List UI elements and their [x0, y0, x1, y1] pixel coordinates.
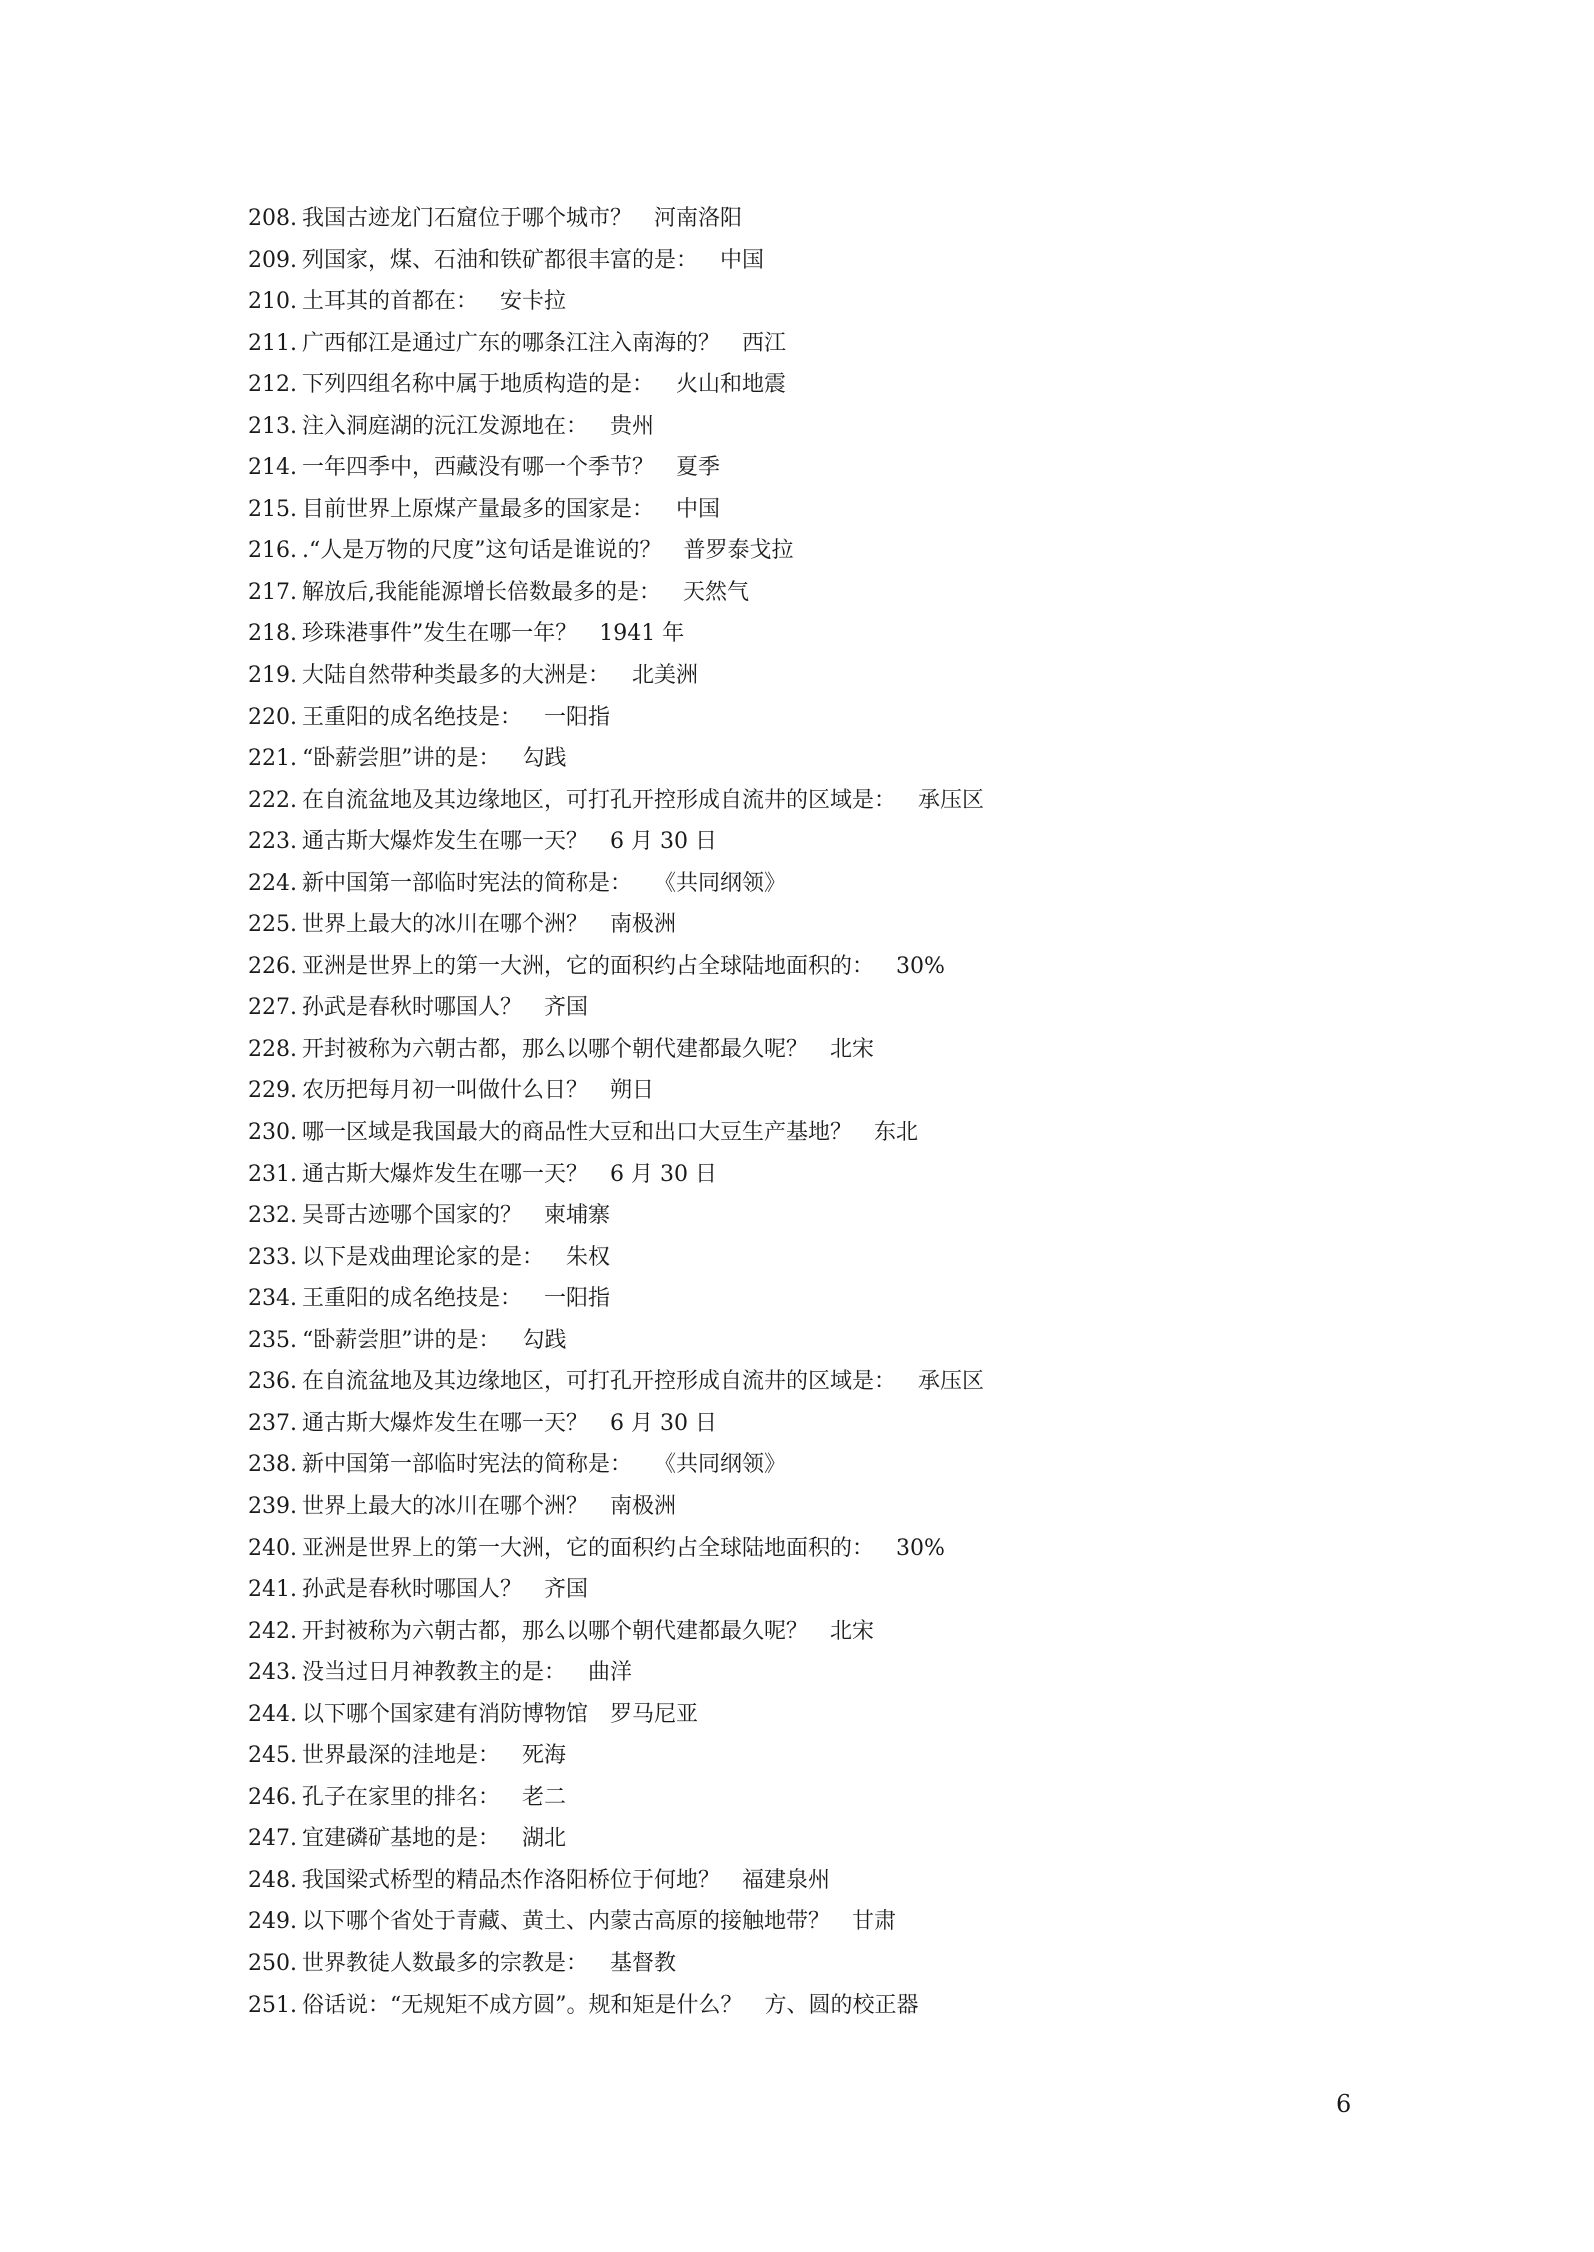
question-number: 216.: [248, 538, 297, 564]
answer-text: 安卡拉: [500, 289, 567, 315]
question-number: 217.: [248, 579, 297, 605]
answer-text: 方、圆的校正器: [764, 1992, 919, 2018]
answer-text: 《共同纲领》: [654, 870, 787, 896]
answer-text: 西江: [742, 330, 787, 356]
question-text: 哪一区域是我国最大的商品性大豆和出口大豆生产基地？: [302, 1120, 853, 1146]
question-number: 232.: [248, 1203, 297, 1229]
question-number: 218.: [248, 621, 297, 647]
question-item: [248, 744, 1448, 786]
answer-text: 北宋: [830, 1618, 875, 1644]
question-text: 珍珠港事件”发生在哪一年？: [302, 621, 578, 647]
answer-text: 东北: [874, 1120, 919, 1146]
question-text: 下列四组名称中属于地质构造的是：: [302, 372, 655, 398]
question-item: [248, 536, 1448, 578]
question-item: [248, 993, 1448, 1035]
answer-text: 南极洲: [610, 1493, 677, 1519]
question-item: [248, 1824, 1448, 1866]
question-text: 我国梁式桥型的精品杰作洛阳桥位于何地？: [302, 1867, 721, 1893]
answer-text: 夏季: [676, 455, 721, 481]
question-item: [248, 370, 1448, 412]
question-number: 224.: [248, 870, 297, 896]
answer-text: 承压区: [918, 1369, 985, 1395]
question-number: 249.: [248, 1909, 297, 1935]
question-number: 244.: [248, 1701, 297, 1727]
question-item: [248, 287, 1448, 329]
question-number: 231.: [248, 1161, 297, 1187]
question-item: [248, 1409, 1448, 1451]
question-text: “卧薪尝胆”讲的是：: [302, 1327, 501, 1353]
question-item: [248, 495, 1448, 537]
answer-text: 一阳指: [544, 704, 611, 730]
question-text: 王重阳的成名绝技是：: [302, 704, 523, 730]
question-item: [248, 1658, 1448, 1700]
answer-text: 30%: [896, 1535, 945, 1561]
question-number: 226.: [248, 953, 297, 979]
page-number: 6: [1336, 2090, 1352, 2118]
answer-text: 勾践: [522, 746, 567, 772]
question-number: 210.: [248, 289, 297, 315]
answer-text: 河南洛阳: [654, 206, 743, 231]
question-item: [248, 1534, 1448, 1576]
question-text: 注入洞庭湖的沅江发源地在：: [302, 413, 589, 439]
question-number: 238.: [248, 1452, 297, 1478]
question-text: 没当过日月神教教主的是：: [302, 1660, 567, 1686]
question-item: [248, 1949, 1448, 1991]
question-item: [248, 453, 1448, 495]
question-text: 亚洲是世界上的第一大洲，它的面积约占全球陆地面积的：: [302, 953, 875, 979]
question-text: 世界最深的洼地是：: [302, 1743, 501, 1769]
answer-text: 齐国: [544, 995, 589, 1021]
question-text: 在自流盆地及其边缘地区，可打孔开控形成自流井的区域是：: [302, 1369, 897, 1395]
question-item: [248, 1326, 1448, 1368]
question-item: [248, 703, 1448, 745]
question-item: [248, 1866, 1448, 1908]
answer-text: 普罗泰戈拉: [683, 538, 794, 564]
question-number: 208.: [248, 206, 297, 231]
question-item: [248, 1575, 1448, 1617]
question-number: 251.: [248, 1992, 297, 2018]
question-text: 以下哪个国家建有消防博物馆: [302, 1701, 589, 1727]
question-text: 广西郁江是通过广东的哪条江注入南海的？: [302, 330, 721, 356]
question-number: 242.: [248, 1618, 297, 1644]
question-item: [248, 661, 1448, 703]
question-item: [248, 1783, 1448, 1825]
question-text: 大陆自然带种类最多的大洲是：: [302, 663, 611, 689]
question-number: 240.: [248, 1535, 297, 1561]
question-item: [248, 869, 1448, 911]
question-text: 农历把每月初一叫做什么日？: [302, 1078, 589, 1104]
question-item: [248, 952, 1448, 994]
answer-text: 老二: [522, 1784, 567, 1810]
answer-text: 一阳指: [544, 1286, 611, 1312]
question-item: [248, 1907, 1448, 1949]
answer-text: 贵州: [610, 413, 655, 439]
question-item: [248, 1492, 1448, 1534]
question-text: 吴哥古迹哪个国家的？: [302, 1203, 523, 1229]
answer-text: 齐国: [544, 1577, 589, 1603]
question-item: [248, 619, 1448, 661]
answer-text: 中国: [720, 247, 765, 273]
answer-text: 中国: [676, 496, 721, 522]
question-text: 以下是戏曲理论家的是：: [302, 1244, 545, 1270]
answer-text: 甘肃: [852, 1909, 897, 1935]
question-number: 213.: [248, 413, 297, 439]
question-text: 世界上最大的冰川在哪个洲？: [302, 912, 589, 938]
question-text: 宜建磷矿基地的是：: [302, 1826, 501, 1852]
question-text: 俗话说：“无规矩不成方圆”。规和矩是什么？: [302, 1992, 743, 2018]
question-item: [248, 412, 1448, 454]
question-item: [248, 1160, 1448, 1202]
question-number: 209.: [248, 247, 297, 273]
question-item: [248, 1450, 1448, 1492]
question-text: .“人是万物的尺度”这句话是谁说的？: [302, 538, 662, 564]
question-number: 215.: [248, 496, 297, 522]
question-number: 236.: [248, 1369, 297, 1395]
question-text: 以下哪个省处于青藏、黄土、内蒙古高原的接触地带？: [302, 1909, 831, 1935]
question-text: “卧薪尝胆”讲的是：: [302, 746, 501, 772]
question-text: 新中国第一部临时宪法的简称是：: [302, 870, 633, 896]
answer-text: 承压区: [918, 787, 985, 813]
question-text: 孙武是春秋时哪国人？: [302, 1577, 523, 1603]
answer-text: 福建泉州: [742, 1867, 831, 1893]
question-item: [248, 1367, 1448, 1409]
question-number: 234.: [248, 1286, 297, 1312]
question-number: 235.: [248, 1327, 297, 1353]
question-number: 245.: [248, 1743, 297, 1769]
question-number: 222.: [248, 787, 297, 813]
answer-text: 30%: [896, 953, 945, 979]
answer-text: 基督教: [610, 1950, 677, 1976]
question-number: 239.: [248, 1493, 297, 1519]
answer-text: 1941 年: [599, 621, 685, 647]
question-text: 在自流盆地及其边缘地区，可打孔开控形成自流井的区域是：: [302, 787, 897, 813]
question-number: 246.: [248, 1784, 297, 1810]
question-text: 孔子在家里的排名：: [302, 1784, 501, 1810]
answer-text: 6 月 30 日: [610, 1161, 717, 1187]
question-item: [248, 1076, 1448, 1118]
question-number: 214.: [248, 455, 297, 481]
question-number: 233.: [248, 1244, 297, 1270]
question-item: [248, 1741, 1448, 1783]
question-number: 247.: [248, 1826, 297, 1852]
answer-text: 北宋: [830, 1036, 875, 1062]
question-text: 世界上最大的冰川在哪个洲？: [302, 1493, 589, 1519]
question-text: 世界教徒人数最多的宗教是：: [302, 1950, 589, 1976]
answer-text: 勾践: [522, 1327, 567, 1353]
question-item: [248, 786, 1448, 828]
question-text: 新中国第一部临时宪法的简称是：: [302, 1452, 633, 1478]
question-item: [248, 204, 1448, 246]
question-item: [248, 1617, 1448, 1659]
answer-text: 火山和地震: [676, 372, 787, 398]
question-number: 211.: [248, 330, 297, 356]
question-number: 212.: [248, 372, 297, 398]
question-number: 220.: [248, 704, 297, 730]
question-item: [248, 329, 1448, 371]
answer-text: 柬埔寨: [544, 1203, 611, 1229]
question-number: 228.: [248, 1036, 297, 1062]
question-text: 土耳其的首都在：: [302, 289, 479, 315]
question-text: 目前世界上原煤产量最多的国家是：: [302, 496, 655, 522]
question-text: 一年四季中，西藏没有哪一个季节？: [302, 455, 655, 481]
question-item: [248, 1035, 1448, 1077]
question-text: 王重阳的成名绝技是：: [302, 1286, 523, 1312]
question-item: [248, 1201, 1448, 1243]
question-text: 亚洲是世界上的第一大洲，它的面积约占全球陆地面积的：: [302, 1535, 875, 1561]
question-number: 230.: [248, 1120, 297, 1146]
question-item: [248, 1243, 1448, 1285]
question-item: [248, 1991, 1448, 2033]
question-number: 227.: [248, 995, 297, 1021]
question-text: 解放后,我能能源增长倍数最多的是：: [302, 579, 661, 605]
question-number: 248.: [248, 1867, 297, 1893]
answer-text: 朱权: [566, 1244, 611, 1270]
question-number: 241.: [248, 1577, 297, 1603]
answer-text: 《共同纲领》: [654, 1452, 787, 1478]
answer-text: 北美洲: [632, 663, 699, 689]
answer-text: 6 月 30 日: [610, 1410, 717, 1436]
question-text: 通古斯大爆炸发生在哪一天？: [302, 1161, 589, 1187]
question-number: 237.: [248, 1410, 297, 1436]
question-text: 列国家，煤、石油和铁矿都很丰富的是：: [302, 247, 699, 273]
answer-text: 6 月 30 日: [610, 829, 717, 855]
answer-text: 湖北: [522, 1826, 567, 1852]
question-text: 孙武是春秋时哪国人？: [302, 995, 523, 1021]
question-number: 225.: [248, 912, 297, 938]
question-item: [248, 910, 1448, 952]
answer-text: 南极洲: [610, 912, 677, 938]
question-number: 223.: [248, 829, 297, 855]
answer-text: 罗马尼亚: [610, 1701, 699, 1727]
question-item: [248, 827, 1448, 869]
question-text: 开封被称为六朝古都，那么以哪个朝代建都最久呢？: [302, 1618, 809, 1644]
answer-text: 朔日: [610, 1078, 655, 1104]
question-number: 229.: [248, 1078, 297, 1104]
answer-text: 死海: [522, 1743, 567, 1769]
question-item: [248, 246, 1448, 288]
question-number: 219.: [248, 663, 297, 689]
question-number: 221.: [248, 746, 297, 772]
question-number: 250.: [248, 1950, 297, 1976]
question-text: 我国古迹龙门石窟位于哪个城市？: [302, 206, 633, 231]
question-item: [248, 1118, 1448, 1160]
answer-text: 天然气: [683, 579, 750, 605]
question-number: 243.: [248, 1660, 297, 1686]
answer-text: 曲洋: [588, 1660, 633, 1686]
question-text: 开封被称为六朝古都，那么以哪个朝代建都最久呢？: [302, 1036, 809, 1062]
question-item: [248, 578, 1448, 620]
question-text: 通古斯大爆炸发生在哪一天？: [302, 1410, 589, 1436]
question-item: [248, 1284, 1448, 1326]
question-list: [248, 204, 1448, 2032]
question-text: 通古斯大爆炸发生在哪一天？: [302, 829, 589, 855]
question-item: [248, 1700, 1448, 1742]
